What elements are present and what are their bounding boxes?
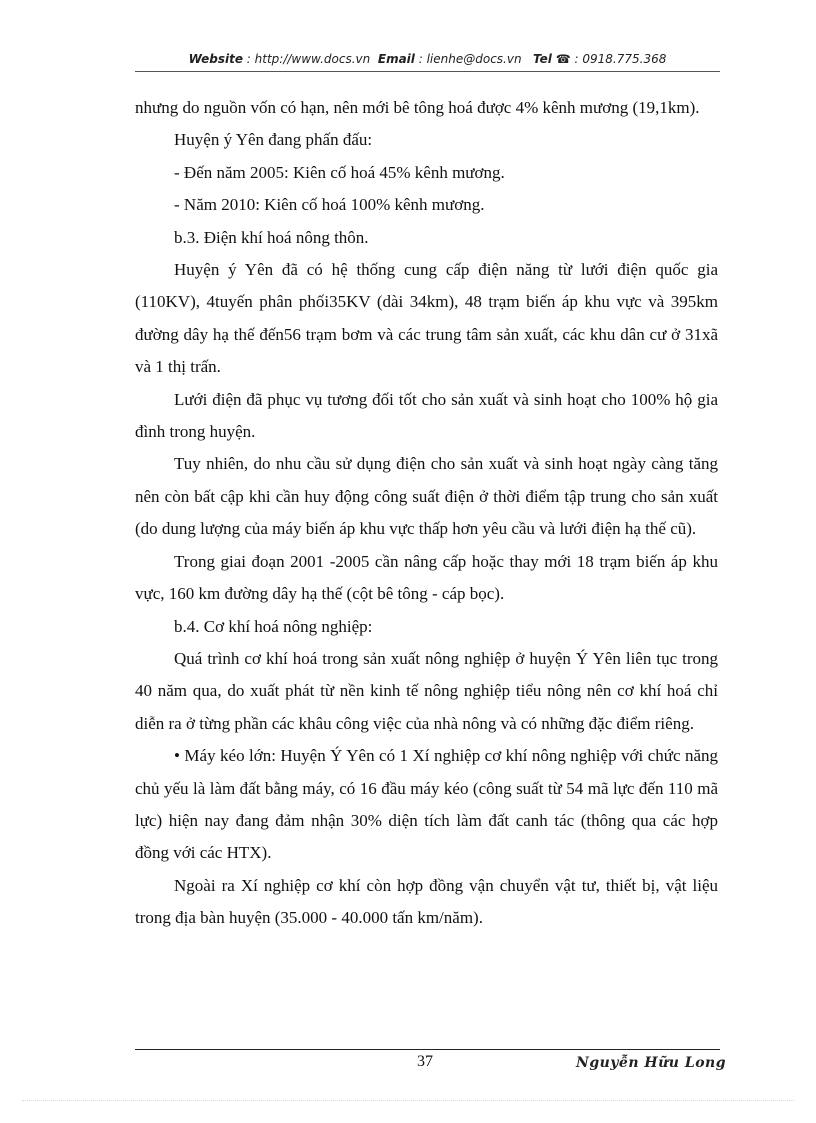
- footer-divider: [135, 1049, 720, 1050]
- list-item: - Năm 2010: Kiên cố hoá 100% kênh mương.: [174, 195, 485, 215]
- email-label: Email: [377, 52, 415, 66]
- paragraph: Trong giai đoạn 2001 -2005 cần nâng cấp hoặc thay mới 18 trạm biến áp khu vực, 160 km đường dây hạ thế (cột bê tông - cáp bọc).: [135, 551, 718, 604]
- email-value: : lienhe@docs.vn: [418, 52, 522, 66]
- paragraph: Tuy nhiên, do nhu cầu sử dụng điện cho sản xuất và sinh hoạt ngày càng tăng nên còn bất cập khi cần huy động công suất điện ở thời điểm tập trung cho sản xuất (do dung lượng của máy biến áp khu vực thấp hơn yêu cầu và lưới điện hạ thế cũ).: [135, 454, 718, 539]
- paragraph: Huyện ý Yên đã có hệ thống cung cấp điện năng từ lưới điện quốc gia (110KV), 4tuyến phân phối35KV (dài 34km), 48 trạm biến áp khu vực và 395km đường dây hạ thế đến56 trạm bơm và các trung tâm sản xuất, các khu dân cư ở 31xã và 1 thị trấn.: [135, 260, 718, 377]
- page-number: 37: [417, 1053, 433, 1070]
- section-heading: b.4. Cơ khí hoá nông nghiệp:: [174, 616, 373, 636]
- bullet-paragraph: • Máy kéo lớn: Huyện Ý Yên có 1 Xí nghiệp cơ khí nông nghiệp với chức năng chủ yếu là làm đất bằng máy, có 16 đầu máy kéo (công suất từ 54 mã lực đến 110 mã lực) hiện nay đang đảm nhận 30% diện tích làm đất canh tác (thông qua các hợp đồng với các HTX).: [135, 746, 718, 863]
- paragraph: Ngoài ra Xí nghiệp cơ khí còn hợp đồng vận chuyển vật tư, thiết bị, vật liệu trong địa bàn huyện (35.000 - 40.000 tấn km/năm).: [135, 875, 718, 928]
- header-divider: [135, 71, 720, 72]
- paragraph: Lưới điện đã phục vụ tương đối tốt cho sản xuất và sinh hoạt cho 100% hộ gia đình trong huyện.: [135, 389, 718, 442]
- paragraph-continuation: nhưng do nguồn vốn có hạn, nên mới bê tông hoá được 4% kênh mương (19,1km).: [135, 98, 700, 117]
- document-body: [135, 92, 718, 935]
- website-label: Website: [188, 52, 243, 66]
- page-header: [135, 52, 720, 66]
- section-heading: b.3. Điện khí hoá nông thôn.: [174, 227, 369, 247]
- author-signature: Nguyễn Hữu Long: [576, 1055, 726, 1071]
- website-value: : http://www.docs.vn: [246, 52, 371, 66]
- page-edge-divider: [22, 1100, 794, 1101]
- tel-value: ☎ : 0918.775.368: [555, 52, 667, 66]
- tel-label: Tel: [533, 52, 552, 66]
- paragraph: Quá trình cơ khí hoá trong sản xuất nông nghiệp ở huyện Ý Yên liên tục trong 40 năm qua, do xuất phát từ nền kinh tế nông nghiệp tiểu nông nên cơ khí hoá chỉ diễn ra ở từng phần các khâu công việc của nhà nông và có những đặc điểm riêng.: [135, 648, 718, 733]
- list-item: - Đến năm 2005: Kiên cố hoá 45% kênh mương.: [174, 162, 505, 182]
- paragraph: Huyện ý Yên đang phấn đấu:: [174, 130, 373, 150]
